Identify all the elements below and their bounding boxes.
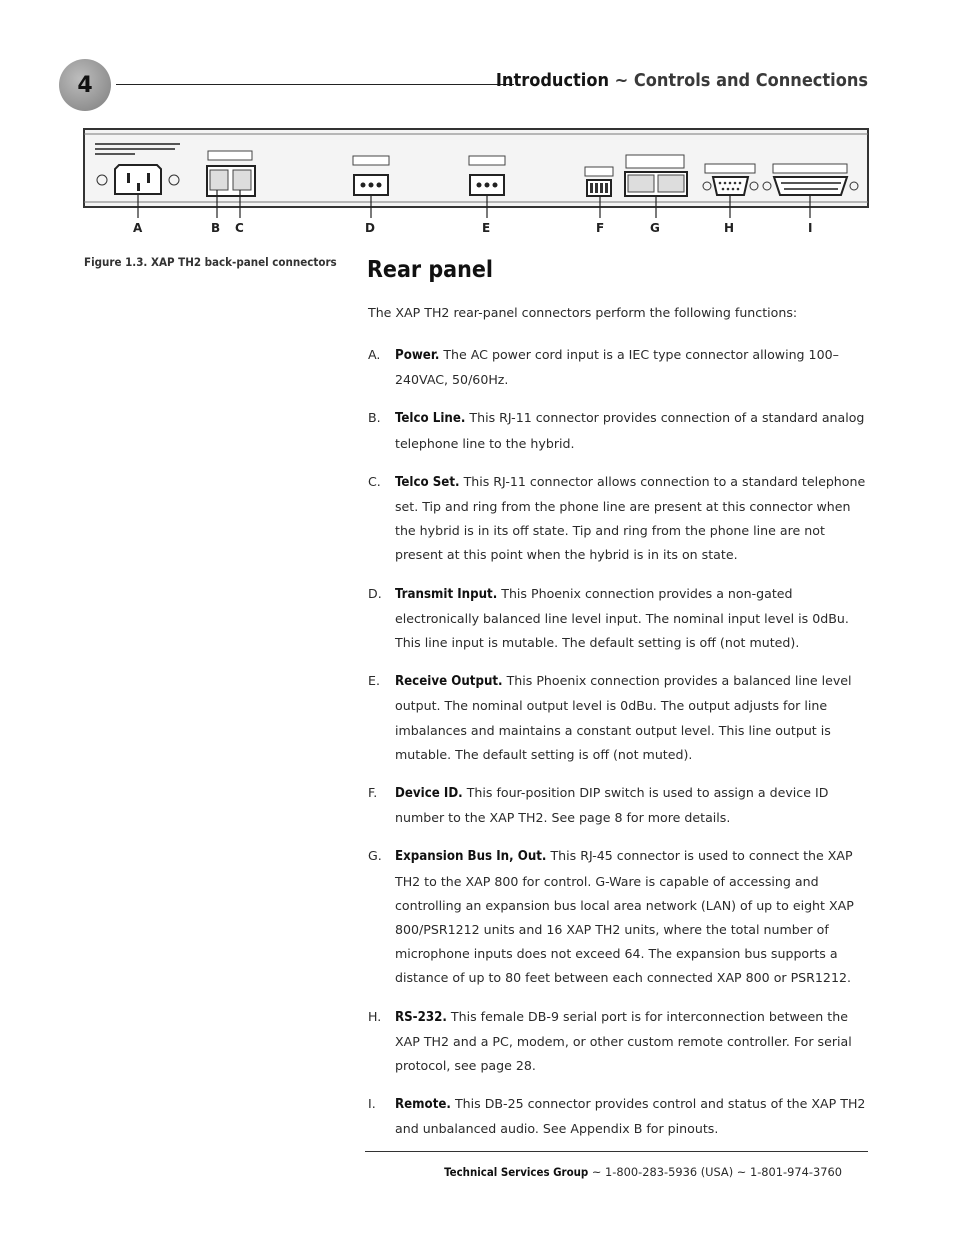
connector-list [368, 343, 873, 1156]
list-item [368, 844, 873, 990]
figure-label-d: D [365, 221, 375, 235]
expansion-bus-icon [625, 155, 687, 196]
item-term: Receive Output. [395, 674, 503, 690]
rear-panel-illustration [83, 128, 870, 238]
figure-label-i: I [808, 221, 813, 235]
header-subtitle: Controls and Connections [633, 70, 868, 91]
item-letter: D. [368, 585, 382, 601]
list-item [368, 1005, 873, 1079]
header-separator: ~ [609, 70, 634, 91]
receive-phoenix-icon [469, 156, 505, 195]
item-letter: I. [368, 1096, 376, 1112]
item-letter: H. [368, 1008, 382, 1024]
figure-label-a: A [133, 221, 143, 235]
item-letter: A. [368, 347, 381, 362]
list-item [368, 343, 873, 392]
footer-org: Technical Services Group [444, 1165, 589, 1179]
list-item [368, 1092, 873, 1141]
item-text: This DB-25 connector provides control and status of the XAP TH2 and unbalanced audio. See Appendix B for pinouts. [395, 1096, 866, 1137]
page-header [496, 70, 868, 91]
footer-rule [365, 1151, 868, 1152]
rear-panel-figure [83, 128, 870, 238]
item-text: The AC power cord input is a IEC type connector allowing 100–240VAC, 50/60Hz. [395, 347, 839, 388]
item-text: This Phoenix connection provides a balanced line level output. The nominal output level is 0dBu. The output adjusts for line imbalances and maintains a constant output level. This line output is mutable. The default setting is off (not muted). [395, 673, 852, 762]
footer-contact: ~ 1-800-283-5936 (USA) ~ 1-801-974-3760 [588, 1165, 842, 1179]
rj11-connectors-icon [207, 151, 255, 196]
header-title: Introduction [495, 70, 609, 91]
item-letter: G. [368, 848, 382, 864]
figure-caption: Figure 1.3. XAP TH2 back-panel connectors [84, 255, 337, 269]
item-letter: C. [368, 473, 381, 489]
page-footer [444, 1165, 842, 1179]
item-text: This RJ-45 connector is used to connect the XAP TH2 to the XAP 800 for control. G-Ware is capable of accessing and controlling an expansion bus local area network (LAN) of up to eight XAP 800/PSR1212 units and 16 XAP TH2 units, where the total number of microphone inputs does not exceed 64. The expansion bus supports a distance of up to 80 feet between each connected XAP 800 or PSR1212. [395, 848, 854, 986]
item-letter: F. [368, 785, 378, 801]
item-letter: B. [368, 410, 381, 426]
item-text: This RJ-11 connector allows connection to a standard telephone set. Tip and ring from the phone line are present at this connector when the hybrid is in its off state. Tip and ring from the phone line are not present at this point when the hybrid is in its on state. [395, 473, 866, 563]
list-item [368, 470, 873, 568]
page-number-badge [59, 59, 111, 111]
item-term: Expansion Bus In, Out. [395, 849, 547, 865]
item-letter: E. [368, 673, 380, 689]
figure-label-e: E [482, 221, 491, 235]
transmit-phoenix-icon [353, 156, 389, 195]
section-title: Rear panel [367, 257, 493, 283]
figure-label-f: F [596, 221, 605, 235]
figure-label-b: B [211, 221, 221, 235]
dip-switch-icon [585, 167, 613, 196]
list-item [368, 582, 873, 656]
figure-label-c: C [235, 221, 244, 235]
list-item [368, 406, 873, 455]
intro-paragraph: The XAP TH2 rear-panel connectors perform the following functions: [368, 305, 798, 320]
item-term: Remote. [395, 1097, 451, 1113]
page-number: 4 [77, 72, 93, 98]
item-term: Telco Line. [395, 411, 466, 427]
item-term: Transmit Input. [395, 586, 498, 602]
item-text: This female DB-9 serial port is for interconnection between the XAP TH2 and a PC, modem, or other custom remote controller. For serial protocol, see page 28. [395, 1008, 852, 1074]
item-term: Power. [395, 348, 440, 363]
figure-label-g: G [650, 221, 660, 235]
item-term: Telco Set. [395, 474, 460, 490]
item-term: RS-232. [395, 1009, 447, 1025]
item-term: Device ID. [395, 786, 463, 802]
header-rule [116, 84, 514, 85]
item-text: This RJ-11 connector provides connection of a standard analog telephone line to the hybrid. [395, 410, 865, 451]
list-item [368, 669, 873, 767]
figure-label-h: H [724, 221, 735, 235]
list-item [368, 781, 873, 830]
item-text: This Phoenix connection provides a non-gated electronically balanced line level input. The nominal input level is 0dBu. This line input is mutable. The default setting is off (not muted). [395, 585, 849, 651]
item-text: This four-position DIP switch is used to assign a device ID number to the XAP TH2. See page 8 for more details. [395, 785, 829, 826]
